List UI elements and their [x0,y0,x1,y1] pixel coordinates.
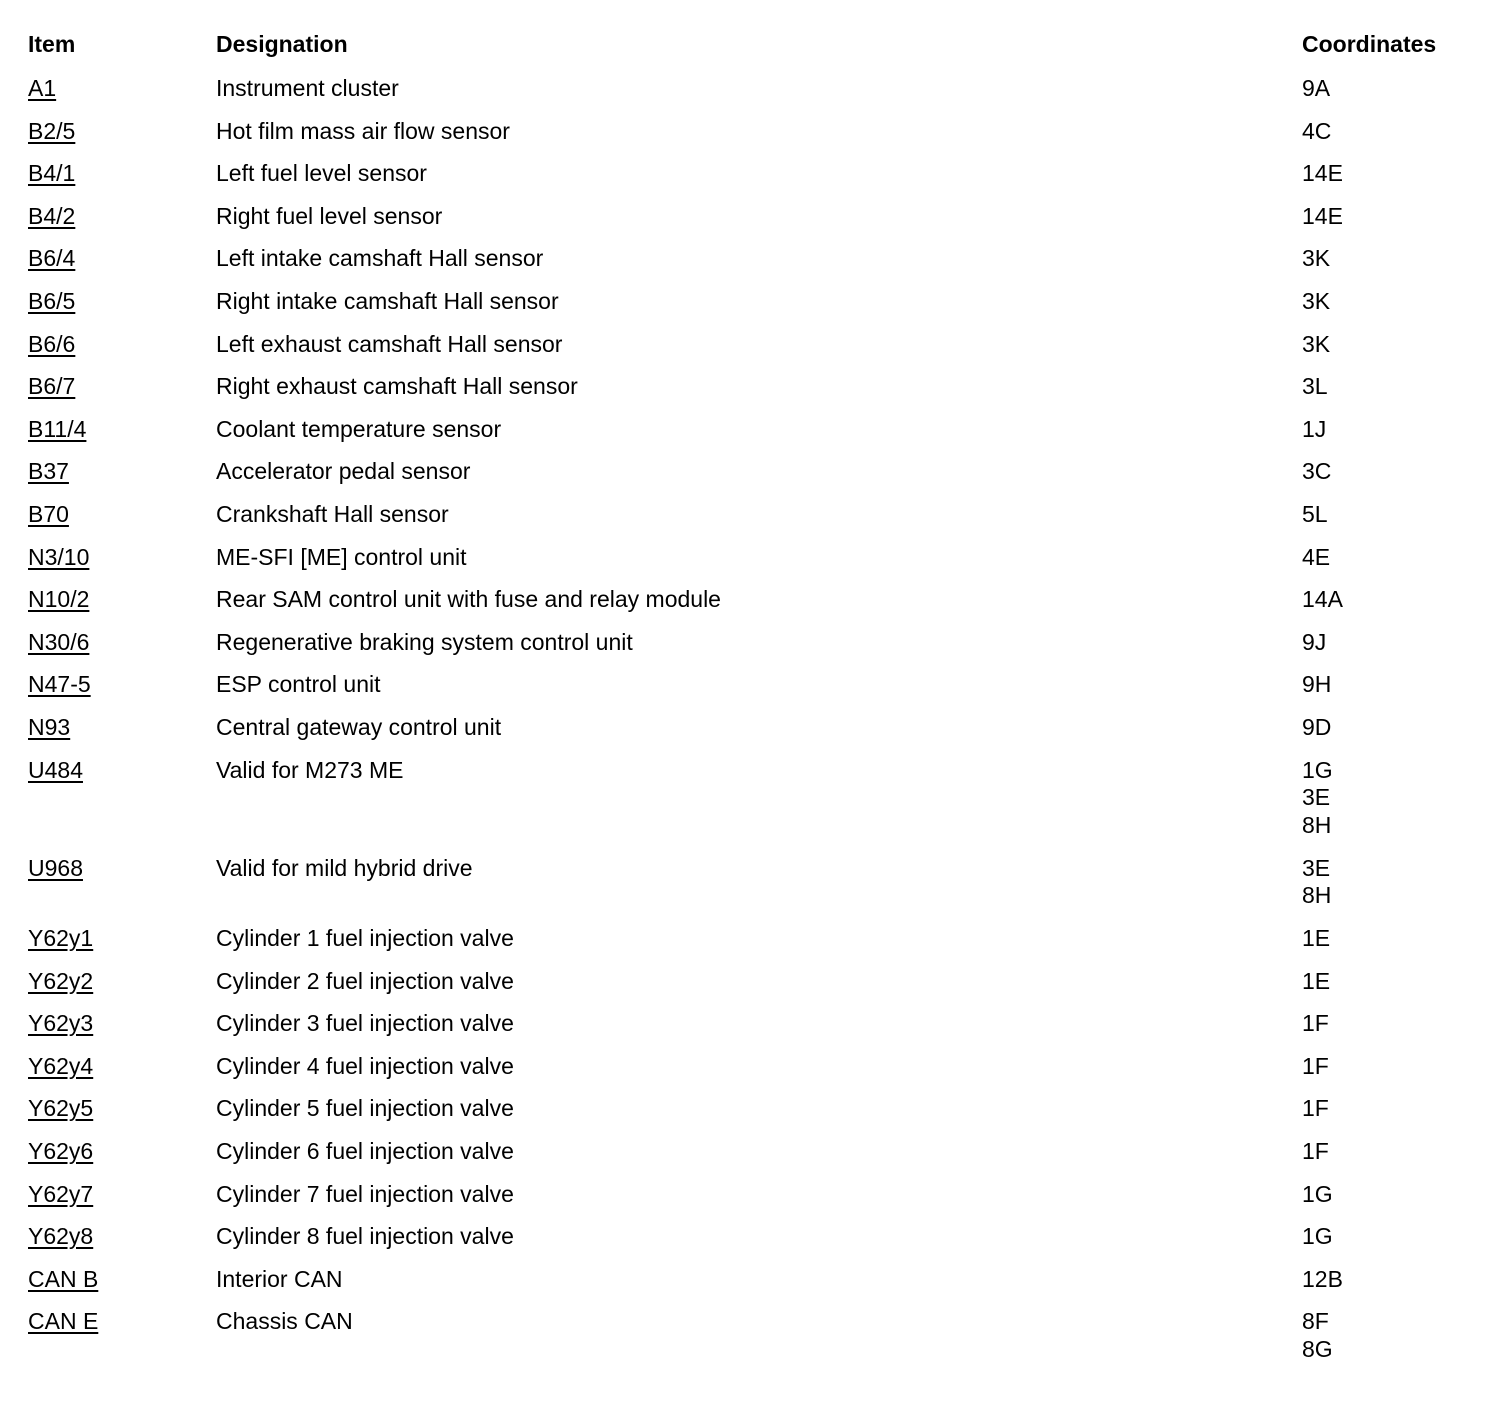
table-row [0,416,1504,459]
coordinate-value: 12B [1302,1265,1343,1292]
coordinates-cell [1302,714,1504,742]
coordinate-value: 1F [1302,1138,1329,1165]
coordinates-cell [1302,629,1504,657]
designation-cell: Central gateway control unit [216,713,502,740]
designation-cell: Left fuel level sensor [216,160,427,187]
table-row [0,714,1504,757]
header-designation: Designation [216,31,348,57]
designation-cell: Chassis CAN [216,1308,353,1335]
coordinate-value: 1J [1302,415,1327,442]
coordinate-value: 9A [1302,75,1331,101]
item-link[interactable]: N3/10 [28,543,90,570]
item-link[interactable]: Y62y4 [28,1052,94,1079]
coordinates-cell [1302,968,1504,996]
designation-cell: Regenerative braking system control unit [216,628,633,655]
coordinates-cell [1302,757,1504,840]
coordinate-value: 1E [1302,967,1331,994]
table-row [0,1266,1504,1309]
item-link[interactable]: N10/2 [28,586,90,613]
coordinates-cell [1302,1138,1504,1166]
designation-cell: Hot film mass air flow sensor [216,117,510,144]
coordinates-cell [1302,203,1504,231]
coordinate-value: 3K [1302,287,1331,314]
designation-cell: Cylinder 1 fuel injection valve [216,925,514,952]
coordinates-cell [1302,1010,1504,1038]
table-header [0,31,1504,65]
coordinates-cell [1302,586,1504,614]
item-link[interactable]: B6/7 [28,373,76,400]
coordinates-cell [1302,501,1504,529]
coordinate-value: 3K [1302,330,1331,357]
coordinates-cell [1302,1308,1504,1364]
designation-cell: Right exhaust camshaft Hall sensor [216,373,578,400]
coordinate-value: 1G [1302,1180,1333,1207]
designation-cell: ESP control unit [216,671,381,698]
item-link[interactable]: B2/5 [28,117,76,144]
coordinates-cell [1302,288,1504,316]
coordinates-cell [1302,1266,1504,1294]
coordinates-cell [1302,1181,1504,1209]
table-row [0,1181,1504,1224]
item-link[interactable]: B4/1 [28,160,76,187]
item-link[interactable]: U484 [28,756,83,783]
item-link[interactable]: B6/4 [28,245,76,272]
designation-cell: Instrument cluster [216,75,399,101]
designation-cell: ME-SFI [ME] control unit [216,543,467,570]
table-row [0,245,1504,288]
coordinate-value: 9D [1302,713,1332,740]
table-row [0,544,1504,587]
table-row [0,671,1504,714]
table-row [0,1308,1504,1378]
table-row [0,75,1504,118]
table-row [0,757,1504,855]
table-row [0,118,1504,161]
coordinate-value: 14A [1302,586,1343,613]
item-link[interactable]: CAN B [28,1265,99,1292]
coordinate-value: 3E [1302,784,1331,811]
table-row [0,586,1504,629]
coordinate-value: 1F [1302,1010,1329,1037]
designation-cell: Valid for M273 ME [216,756,404,783]
table-row [0,331,1504,374]
item-link[interactable]: N30/6 [28,628,90,655]
designation-cell: Accelerator pedal sensor [216,458,471,485]
coordinate-value: 1G [1302,756,1333,783]
designation-cell: Cylinder 7 fuel injection valve [216,1180,514,1207]
coordinates-cell [1302,160,1504,188]
table-row [0,160,1504,203]
legend-table-body [0,75,1504,1379]
item-link[interactable]: B6/6 [28,330,76,357]
coordinates-cell [1302,855,1504,911]
coordinate-value: 3C [1302,458,1332,485]
coordinate-value: 14E [1302,160,1343,187]
table-row [0,203,1504,246]
coordinate-value: 3E [1302,854,1331,881]
coordinates-cell [1302,1053,1504,1081]
table-row [0,288,1504,331]
designation-cell: Cylinder 8 fuel injection valve [216,1223,514,1250]
coordinates-cell [1302,671,1504,699]
coordinates-cell [1302,331,1504,359]
item-link[interactable]: N93 [28,713,71,740]
table-row [0,855,1504,925]
item-link[interactable]: B11/4 [28,415,87,442]
table-row [0,1138,1504,1181]
coordinate-value: 9H [1302,671,1332,698]
item-link[interactable]: N47-5 [28,671,91,698]
coordinates-cell [1302,245,1504,273]
table-row [0,1053,1504,1096]
item-link[interactable]: Y62y1 [28,925,94,952]
coordinate-value: 3L [1302,373,1328,400]
coordinates-cell [1302,925,1504,953]
coordinate-value: 1F [1302,1052,1329,1079]
item-link[interactable]: Y62y2 [28,967,94,994]
designation-cell: Left exhaust camshaft Hall sensor [216,330,563,357]
item-link[interactable]: U968 [28,854,83,881]
item-link[interactable]: A1 [28,75,57,101]
coordinates-cell [1302,544,1504,572]
coordinate-value: 14E [1302,202,1343,229]
table-row [0,968,1504,1011]
item-link[interactable]: B37 [28,458,69,485]
designation-cell: Right fuel level sensor [216,202,443,229]
coordinates-cell [1302,75,1504,103]
designation-cell: Cylinder 4 fuel injection valve [216,1052,514,1079]
table-row [0,1010,1504,1053]
item-link[interactable]: Y62y6 [28,1138,94,1165]
coordinates-cell [1302,416,1504,444]
coordinate-value: 3K [1302,245,1331,272]
designation-cell: Cylinder 3 fuel injection valve [216,1010,514,1037]
designation-cell: Crankshaft Hall sensor [216,500,449,527]
item-link[interactable]: CAN E [28,1308,99,1335]
table-row [0,501,1504,544]
designation-cell: Interior CAN [216,1265,343,1292]
table-row [0,629,1504,672]
coordinates-cell [1302,458,1504,486]
item-link[interactable]: Y62y3 [28,1010,94,1037]
coordinate-value: 8F [1302,1308,1329,1335]
coordinate-value: 4E [1302,543,1331,570]
table-row [0,458,1504,501]
coordinates-cell [1302,118,1504,146]
coordinate-value: 8H [1302,812,1332,839]
coordinate-value: 1F [1302,1095,1329,1122]
designation-cell: Right intake camshaft Hall sensor [216,287,559,314]
table-row [0,373,1504,416]
header-coordinates: Coordinates [1302,31,1437,57]
coordinates-cell [1302,1223,1504,1251]
item-link[interactable]: B6/5 [28,287,76,314]
table-row [0,925,1504,968]
item-link[interactable]: B70 [28,500,69,527]
item-link[interactable]: Y62y8 [28,1223,94,1250]
coordinates-cell [1302,1095,1504,1123]
item-link[interactable]: B4/2 [28,202,76,229]
coordinate-value: 9J [1302,628,1327,655]
designation-cell: Valid for mild hybrid drive [216,854,473,881]
table-row [0,1223,1504,1266]
coordinate-value: 4C [1302,117,1332,144]
coordinate-value: 8G [1302,1336,1333,1363]
designation-cell: Rear SAM control unit with fuse and relay module [216,586,721,613]
coordinate-value: 1G [1302,1223,1333,1250]
coordinate-value: 1E [1302,925,1331,952]
item-link[interactable]: Y62y5 [28,1095,94,1122]
designation-cell: Cylinder 5 fuel injection valve [216,1095,514,1122]
coordinate-value: 8H [1302,882,1332,909]
item-link[interactable]: Y62y7 [28,1180,94,1207]
coordinates-cell [1302,373,1504,401]
table-row [0,1095,1504,1138]
coordinate-value: 5L [1302,500,1328,527]
header-item: Item [28,31,76,57]
designation-cell: Cylinder 2 fuel injection valve [216,967,514,994]
designation-cell: Coolant temperature sensor [216,415,502,442]
designation-cell: Cylinder 6 fuel injection valve [216,1138,514,1165]
designation-cell: Left intake camshaft Hall sensor [216,245,544,272]
